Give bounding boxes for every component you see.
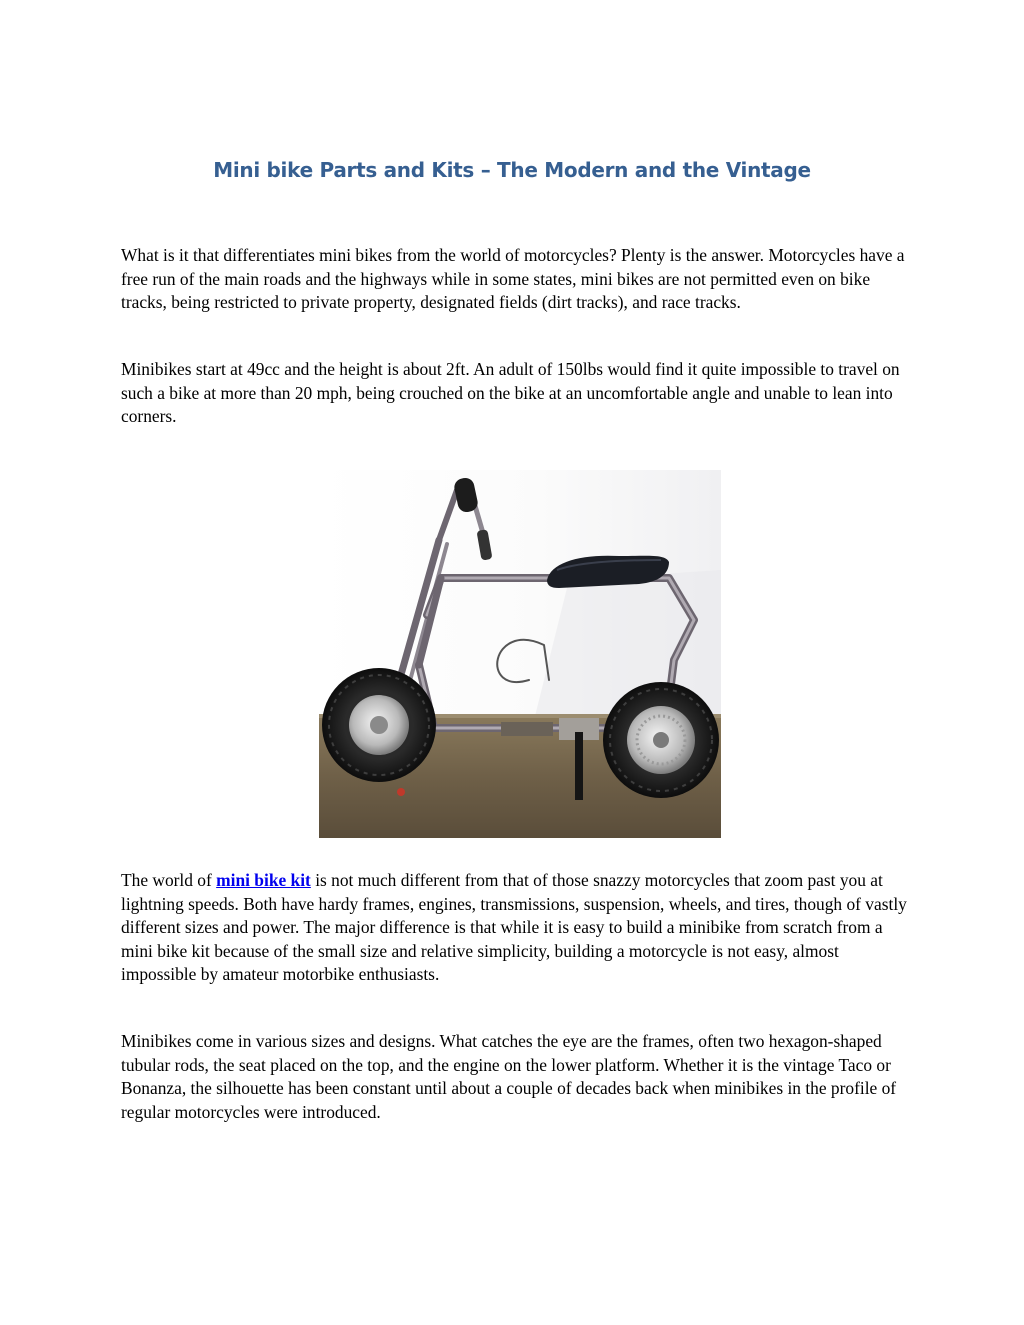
paragraph-kit-text-before: The world of (121, 870, 217, 890)
front-wheel (322, 668, 436, 782)
paragraph-kit-text-after: is not much different from that of those snazzy motorcycles that zoom past you at lightning speeds. Both have hardy frames, engines, transmissions, suspension, wheels, and tires, though of vastly different sizes and power. The major difference is that while it is easy to build a minibike from scratch from a mini bike kit because of the small size and relative simplicity, building a motorcycle is not easy, almost impossible by amateur motorbike enthusiasts. (121, 870, 907, 984)
paragraph-kit (121, 869, 911, 987)
rear-wheel (603, 682, 719, 798)
page-title: Mini bike Parts and Kits – The Modern and the Vintage (213, 158, 811, 182)
paragraph-specs: Minibikes start at 49cc and the height is about 2ft. An adult of 150lbs would find it quite impossible to travel on such a bike at more than 20 mph, being crouched on the bike at an uncomfortable angle and unable to lean into corners. (121, 359, 900, 426)
paragraph-intro: What is it that differentiates mini bikes from the world of motorcycles? Plenty is the answer. Motorcycles have a free run of the main roads and the highways while in some states, mini bikes are not permitted even on bike tracks, being restricted to private property, designated fields (dirt tracks), and race tracks. (121, 245, 905, 312)
minibike-photo (319, 470, 721, 838)
paragraph-designs: Minibikes come in various sizes and designs. What catches the eye are the frames, often two hexagon-shaped tubular rods, the seat placed on the top, and the engine on the lower platform. Whether it is the vintage Taco or Bonanza, the silhouette has been constant until about a couple of decades back when minibikes in the profile of regular motorcycles were introduced. (121, 1031, 897, 1122)
mini-bike-kit-link[interactable]: mini bike kit (216, 870, 311, 890)
